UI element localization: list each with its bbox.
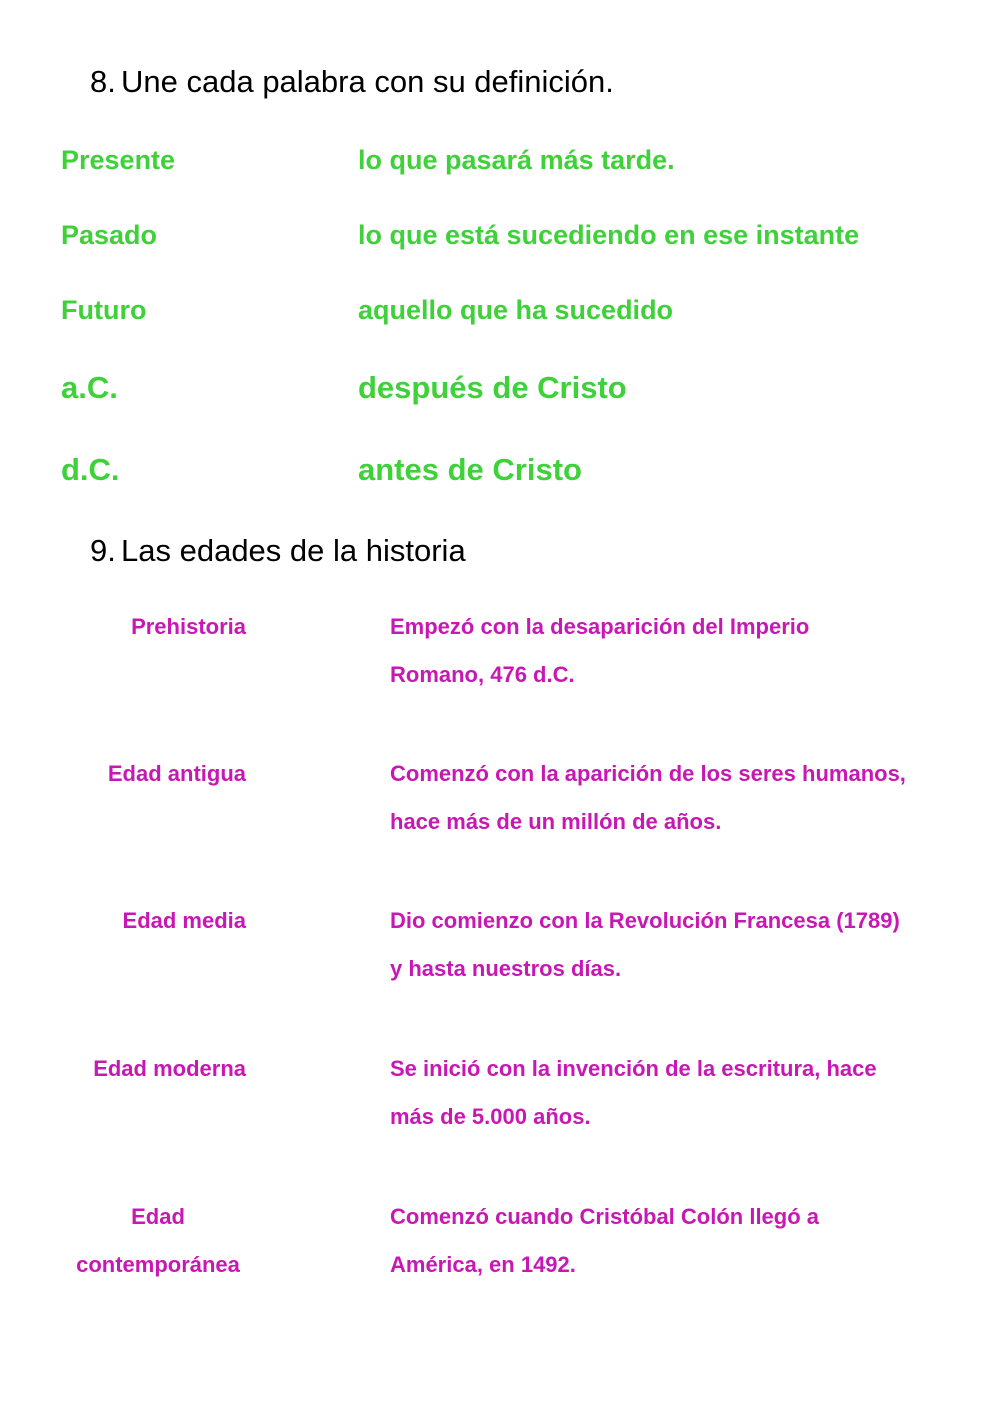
age-term-edad-antigua[interactable]: Edad antigua bbox=[107, 761, 246, 786]
match-definition-4[interactable]: después de Cristo bbox=[358, 370, 627, 405]
age-definition-1[interactable] bbox=[390, 603, 950, 699]
age-definition-line: Se inició con la invención de la escritura, hace bbox=[390, 1056, 877, 1081]
age-definition-line: hace más de un millón de años. bbox=[390, 809, 722, 834]
section-8-title: Une cada palabra con su definición. bbox=[121, 64, 614, 99]
age-definition-line: Comenzó cuando Cristóbal Colón llegó a bbox=[390, 1204, 820, 1229]
age-term-edad-moderna[interactable]: Edad moderna bbox=[93, 1056, 246, 1081]
match-definition-1[interactable]: lo que pasará más tarde. bbox=[358, 145, 675, 175]
match-definition-3[interactable]: aquello que ha sucedido bbox=[358, 295, 674, 325]
match-term-presente[interactable]: Presente bbox=[61, 145, 176, 175]
age-definition-2[interactable] bbox=[390, 750, 950, 846]
section-9-number: 9. bbox=[90, 533, 116, 568]
match-term-ac[interactable]: a.C. bbox=[61, 370, 118, 405]
age-definition-line: más de 5.000 años. bbox=[390, 1104, 591, 1129]
age-term-edad-media[interactable]: Edad media bbox=[122, 908, 246, 933]
match-term-dc[interactable]: d.C. bbox=[61, 452, 120, 487]
age-definition-line: América, en 1492. bbox=[390, 1252, 576, 1277]
age-definition-line: Romano, 476 d.C. bbox=[390, 662, 575, 687]
section-9-heading bbox=[90, 533, 466, 569]
age-term-line: Edad bbox=[131, 1204, 185, 1229]
age-term-prehistoria[interactable]: Prehistoria bbox=[131, 614, 246, 639]
age-term-line: contemporánea bbox=[76, 1252, 240, 1277]
section-8-heading bbox=[90, 64, 614, 100]
match-term-pasado[interactable]: Pasado bbox=[61, 220, 158, 250]
age-definition-5[interactable] bbox=[390, 1193, 950, 1289]
age-definition-line: y hasta nuestros días. bbox=[390, 956, 622, 981]
section-9-title: Las edades de la historia bbox=[121, 533, 466, 568]
section-8-number: 8. bbox=[90, 64, 116, 99]
age-term-edad-contemporanea[interactable] bbox=[53, 1193, 263, 1289]
age-definition-4[interactable] bbox=[390, 1045, 950, 1141]
match-term-futuro[interactable]: Futuro bbox=[61, 295, 147, 325]
age-definition-line: Comenzó con la aparición de los seres humanos, bbox=[390, 761, 906, 786]
age-definition-line: Dio comienzo con la Revolución Francesa (1789) bbox=[390, 908, 900, 933]
match-definition-2[interactable]: lo que está sucediendo en ese instante bbox=[358, 220, 860, 250]
age-definition-3[interactable] bbox=[390, 897, 950, 993]
match-definition-5[interactable]: antes de Cristo bbox=[358, 452, 582, 487]
age-definition-line: Empezó con la desaparición del Imperio bbox=[390, 614, 810, 639]
